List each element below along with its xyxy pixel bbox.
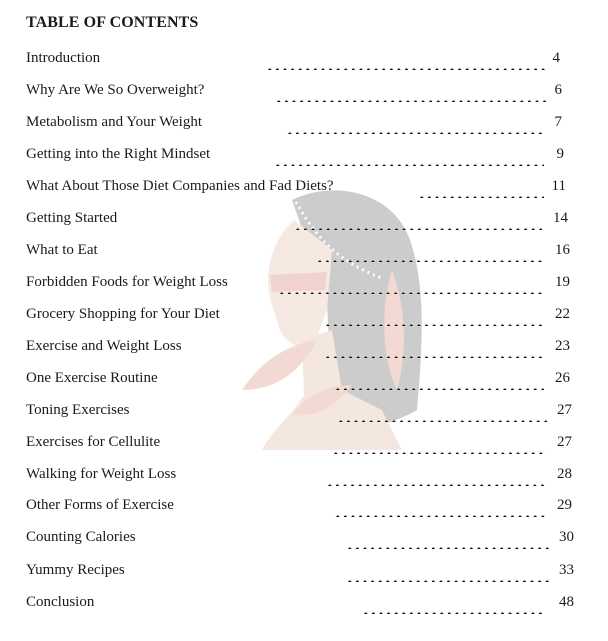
toc-entry-label: Introduction <box>26 50 101 66</box>
toc-entry[interactable] <box>26 558 576 582</box>
toc-entry-page: 7 <box>554 114 562 130</box>
toc-entry[interactable] <box>26 78 576 102</box>
toc-entry-label: Toning Exercises <box>26 402 130 418</box>
toc-entry-page: 29 <box>557 497 572 513</box>
toc-entry-label: Exercises for Cellulite <box>26 434 161 450</box>
toc-entry-page: 14 <box>553 210 568 226</box>
toc-entry-label: What About Those Diet Companies and Fad Diets? <box>26 178 334 194</box>
toc-entry-page: 30 <box>559 529 574 545</box>
toc-entry-page: 9 <box>556 146 564 162</box>
toc-entry-label: Counting Calories <box>26 529 136 545</box>
dot-leader <box>266 46 546 70</box>
dot-leader <box>346 558 549 582</box>
toc-entry[interactable] <box>26 270 576 294</box>
toc-entry-label: One Exercise Routine <box>26 370 158 386</box>
toc-entry-page: 27 <box>557 402 572 418</box>
toc-entry[interactable] <box>26 525 576 549</box>
dot-leader <box>334 366 544 390</box>
toc-entry[interactable] <box>26 174 576 198</box>
toc-entry[interactable] <box>26 334 576 358</box>
toc-entry[interactable] <box>26 238 576 262</box>
toc-title: TABLE OF CONTENTS <box>26 14 199 31</box>
toc-entry-page: 19 <box>555 274 570 290</box>
toc-entry-label: Yummy Recipes <box>26 562 125 578</box>
toc-entry[interactable] <box>26 590 576 614</box>
toc-entry[interactable] <box>26 46 576 70</box>
toc-entry-label: Getting into the Right Mindset <box>26 146 211 162</box>
dot-leader <box>337 398 547 422</box>
dot-leader <box>316 238 544 262</box>
toc-entry-page: 28 <box>557 466 572 482</box>
dot-leader <box>275 78 546 102</box>
toc-entry-page: 11 <box>551 178 566 194</box>
dot-leader <box>286 110 546 134</box>
toc-entry[interactable] <box>26 302 576 326</box>
dot-leader <box>346 525 549 549</box>
toc-entry-label: Getting Started <box>26 210 118 226</box>
toc-entry[interactable] <box>26 110 576 134</box>
toc-entry[interactable] <box>26 206 576 230</box>
toc-entry-page: 27 <box>557 434 572 450</box>
toc-entry-label: Grocery Shopping for Your Diet <box>26 306 220 322</box>
dot-leader <box>324 302 544 326</box>
dot-leader <box>274 142 544 166</box>
toc-entry[interactable] <box>26 493 576 517</box>
toc-entry-label: Forbidden Foods for Weight Loss <box>26 274 228 290</box>
toc-entry-page: 6 <box>554 82 562 98</box>
dot-leader <box>418 174 544 198</box>
toc-entry-page: 22 <box>555 306 570 322</box>
dot-leader <box>332 430 547 454</box>
toc-entry-page: 16 <box>555 242 570 258</box>
toc-entry-page: 33 <box>559 562 574 578</box>
toc-entry-label: Metabolism and Your Weight <box>26 114 203 130</box>
dot-leader <box>294 206 542 230</box>
toc-entry-page: 4 <box>552 50 560 66</box>
dot-leader <box>326 462 547 486</box>
toc-entry[interactable] <box>26 462 576 486</box>
toc-entry-page: 48 <box>559 594 574 610</box>
toc-entry-label: Why Are We So Overweight? <box>26 82 205 98</box>
toc-entry-label: Conclusion <box>26 594 95 610</box>
dot-leader <box>334 493 547 517</box>
toc-entry-label: Exercise and Weight Loss <box>26 338 182 354</box>
toc-entry-page: 23 <box>555 338 570 354</box>
toc-entry[interactable] <box>26 398 576 422</box>
toc-entry[interactable] <box>26 366 576 390</box>
toc-entry-label: Walking for Weight Loss <box>26 466 177 482</box>
toc-entry[interactable] <box>26 142 576 166</box>
dot-leader <box>324 334 544 358</box>
toc-entry-page: 26 <box>555 370 570 386</box>
toc-entry-label: What to Eat <box>26 242 98 258</box>
dot-leader <box>362 590 546 614</box>
toc-entry[interactable] <box>26 430 576 454</box>
toc-entry-label: Other Forms of Exercise <box>26 497 174 513</box>
dot-leader <box>278 270 544 294</box>
